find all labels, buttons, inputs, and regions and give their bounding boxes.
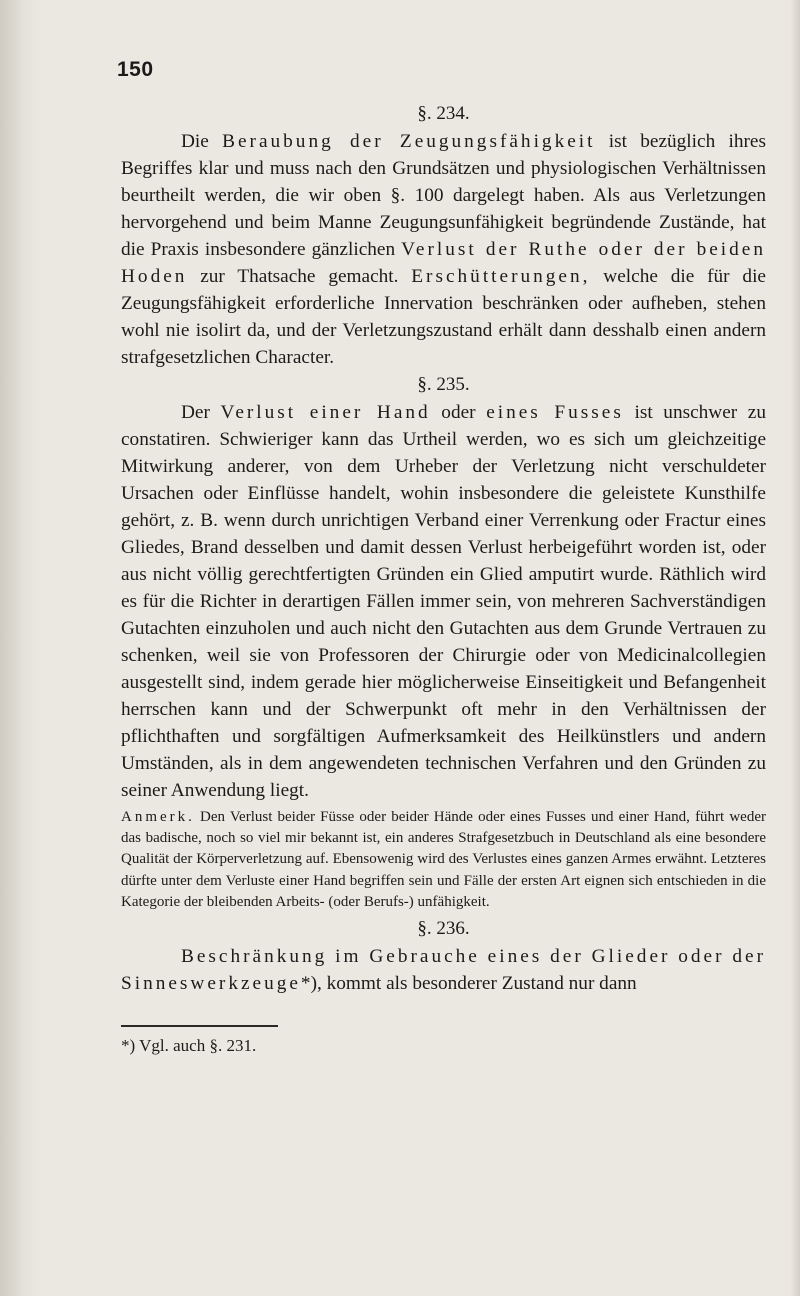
section-heading-234: §. 234. xyxy=(417,103,470,124)
section-heading-235: §. 235. xyxy=(417,374,470,395)
emphasis-term: Verlust der Ruthe oder der beiden Hoden xyxy=(121,239,766,287)
footnote: *) Vgl. auch §. 231. xyxy=(121,1036,257,1056)
paragraph-236: Beschränkung im Gebrauche eines der Glieder oder der Sinneswerkzeuge*), kommt als besonderer Zustand nur dann xyxy=(121,946,766,995)
page-body xyxy=(121,100,766,1057)
page-number: 150 xyxy=(117,58,154,81)
annotation-235: Anmerk. Den Verlust beider Füsse oder beider Hände oder eines Fusses und einer Hand, führt weder das badische, noch so viel mir bekannt ist, ein anderes Strafgesetzbuch in Deutschland als eine besondere Qualität der Körperverletzung auf. Ebensowenig wird des Verlustes eines ganzen Armes erwähnt. Letzteres dürfte unter dem Verluste einer Hand begriffen sein und Fälle der ersten Art eignen sich entschieden in die Kategorie der bleibenden Arbeits- (oder Berufs-) unfähigkeit. xyxy=(121,809,766,910)
emphasis-term: Beschränkung im Gebrauche eines der Glieder oder der Sinneswerkzeuge xyxy=(121,946,766,995)
emphasis-term: Beraubung der Zeugungsfähigkeit xyxy=(222,131,596,152)
scan-right-edge xyxy=(790,0,800,1296)
annotation-label: Anmerk. xyxy=(121,809,195,825)
paragraph-235: Der Verlust einer Hand oder eines Fusses ist unschwer zu constatiren. Schwieriger kann das Urtheil werden, wo es sich um gleichzeitige Mitwirkung anderer, von dem Urheber der Verletzung nicht verschuldeter Ursachen oder Einflüsse handelt, wohin insbesondere die geleistete Kunsthilfe gehört, z. B. wenn durch unrichtigen Verband einer Verrenkung oder Fractur eines Gliedes, Brand desselben und damit dessen Verlust herbeigeführt worden ist, oder aus nicht völlig gerechtfertigten Gründen ein Glied amputirt wurde. Räthlich wird es für die Richter in derartigen Fällen immer sein, von mehreren Sachverständigen Gutachten einzuholen und auch nicht den Gutachten aus dem Grunde Vertrauen zu schenken, weil sie von Professoren der Chirurgie oder von Medicinalcollegien ausgestellt sind, indem gerade hier möglicherweise Einseitigkeit und Befangenheit herrschen kann und der Schwerpunkt oft mehr in den Verhältnissen der pflichthaften und sorgfältigen Aufmerksamkeit des Heilkünstlers und andern Umständen, als in dem angewendeten technischen Verfahren und den Gründen zu seiner Anwendung liegt. xyxy=(121,402,767,801)
paragraph-234: Die Beraubung der Zeugungsfähigkeit ist bezüglich ihres Begriffes klar und muss nach den Grundsätzen und physiologischen Verhältnissen beurtheilt werden, die wir oben §. 100 dargelegt haben. Als aus Verletzungen hervorgehend und beim Manne Zeugungsunfähigkeit begründende Zustände, hat die Praxis insbesondere gänzlichen Verlust der Ruthe oder der beiden Hoden zur Thatsache gemacht. Erschütterungen, welche die für die Zeugungsfähigkeit erforderliche Innervation beschränken oder aufheben, stehen wohl nie isolirt da, und der Verletzungszustand erhält dann desshalb einen andern strafgesetzlichen Character. xyxy=(121,131,766,368)
footnote-rule xyxy=(121,1025,278,1027)
scan-left-edge xyxy=(0,0,40,1296)
emphasis-term: Verlust einer Hand xyxy=(220,402,431,423)
emphasis-term: Erschütterungen, xyxy=(411,266,591,287)
emphasis-term: eines Fusses xyxy=(486,402,624,423)
section-heading-236: §. 236. xyxy=(417,918,470,940)
